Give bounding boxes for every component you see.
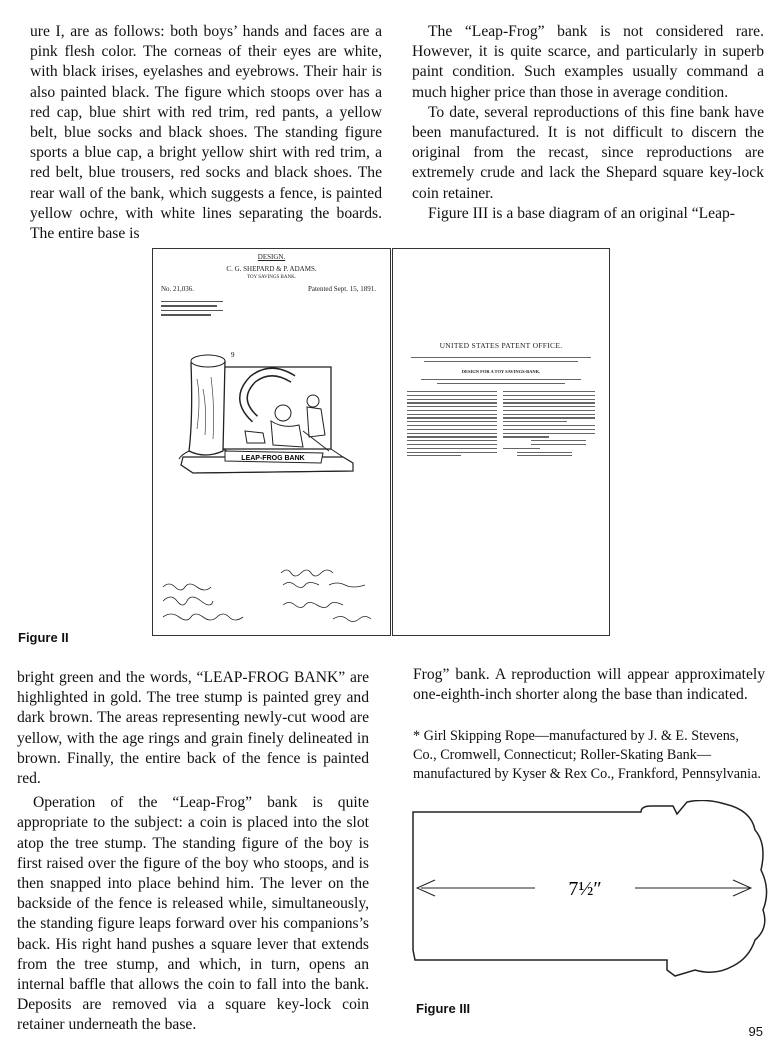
footnote: * Girl Skipping Rope—manufactured by J. & E. Stevens, Co., Cromwell, Connecticut; Roller-Skating Bank—manufactured by Kyser & Rex Co., Frankford, Pennsylvania. — [413, 728, 761, 783]
figure-3-base-diagram — [405, 800, 775, 990]
patent-subtitle: TOY SAVINGS BANK. — [247, 275, 296, 280]
patent-fine-print — [161, 301, 223, 319]
patent-specification-sheet — [392, 248, 610, 636]
signatures — [153, 561, 390, 635]
text-column-bottom-left — [17, 668, 369, 1036]
patent-number: No. 21,036. — [161, 285, 195, 293]
patent-body-left — [407, 391, 497, 459]
figure-3-caption: Figure III — [416, 1001, 471, 1016]
dimension-label: 7½″ — [568, 878, 602, 900]
design-label: DESIGN. — [257, 253, 286, 261]
patent-date: Patented Sept. 15, 1891. — [307, 285, 376, 293]
bank-ribbon-label: LEAP-FROG BANK — [241, 455, 305, 462]
paragraph: Operation of the “Leap-Frog” bank is quite appropriate to the subject: a coin is placed into the slot atop the tree stump. The standing figure of the boy is first raised over the figure of the boy who stoops, and is then snapped into place behind him. The lever on the backside of the fence is released while, simultaneously, the standing figure leaps forward over his companions’s back. His right hand pushes a square lever that extends from the tree stump, and which, in turn, opens an internal baffle that allows the coin to fall into the bank. Deposits are removed via a square key-lock coin retainer underneath the base. — [17, 794, 369, 1034]
figure-2-caption: Figure II — [18, 630, 69, 645]
paragraph: Figure III is a base diagram of an original “Leap- — [428, 204, 735, 222]
patent-header-lines — [411, 357, 591, 365]
text-column-top-left — [30, 22, 382, 244]
paragraph: bright green and the words, “LEAP-FROG BANK” are highlighted in gold. The tree stump is painted grey and dark brown. The areas representing newly-cut wood are yellow, with the age rings and grain finely delineated in brown. Finally, the entire back of the fence is painted red. — [17, 669, 369, 788]
paragraph: To date, several reproductions of this fine bank have been manufactured. It is not difficult to discern the original from the recast, since reproductions are extremely crude and lack the Shepard square key-lock coin retainer. — [412, 103, 764, 202]
patent-drawing-sheet — [152, 248, 391, 636]
ref-mark: 9 — [231, 351, 235, 359]
figure-2-patent — [152, 248, 780, 638]
inventors: C. G. SHEPARD & P. ADAMS. — [226, 265, 317, 273]
leap-frog-bank-illustration — [153, 339, 390, 489]
patent-body-right — [503, 391, 595, 459]
patent-spec-lines — [421, 379, 581, 387]
paragraph: The “Leap-Frog” bank is not considered rare. However, it is quite scarce, and particularly in superb paint condition. Such examples usually command a much higher price than those in average condition. — [412, 23, 764, 101]
text-column-bottom-right — [413, 665, 765, 784]
page-number: 95 — [748, 1024, 763, 1039]
text-column-top-right — [412, 22, 764, 224]
patent-design-heading: DESIGN FOR A TOY SAVINGS-BANK. — [461, 369, 541, 374]
patent-office-title: UNITED STATES PATENT OFFICE. — [439, 341, 563, 350]
paragraph: ure I, are as follows: both boys’ hands and faces are a pink flesh color. The corneas of their eyes are white, with black irises, eyelashes and eyebrows. Their hair is also painted black. The figure which stoops over has a red cap, blue shirt with red trim, red pants, a yellow belt, blue socks and black shoes. The standing figure sports a blue cap, a bright yellow shirt with red trim, a red belt, blue trousers, red socks and black shoes. The rear wall of the bank, which suggests a fence, is painted yellow ochre, with white lines separating the boards. The entire base is — [30, 23, 382, 243]
paragraph: Frog” bank. A reproduction will appear approximately one-eighth-inch shorter along the base than indicated. — [413, 666, 765, 704]
